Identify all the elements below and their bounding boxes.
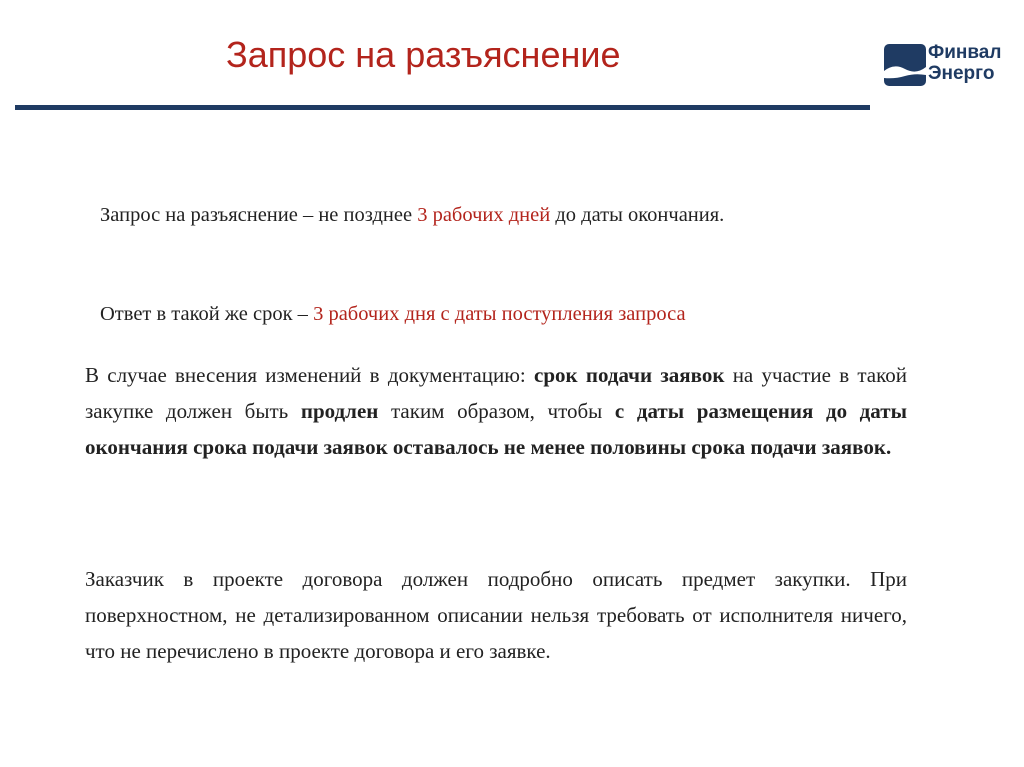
clarification-deadline-line: [100, 204, 724, 227]
logo-line-1: Финвал: [928, 42, 1002, 63]
wave-logo-icon: [884, 44, 926, 86]
para1-text-3: таким образом, чтобы: [378, 399, 615, 423]
line1-after: до даты окончания.: [550, 204, 725, 226]
para1-text-1: В случае внесения изменений в документацию:: [85, 363, 535, 387]
line2-before: Ответ в такой же срок –: [100, 303, 314, 325]
para1-bold-3: с даты размещения до даты окончания срока подачи заявок оставалось не менее половины срока подачи заявок.: [85, 399, 907, 459]
logo-line-2: Энерго: [928, 63, 995, 84]
logo-text: [928, 42, 1001, 84]
line2-highlight: 3 рабочих дня с даты поступления запроса: [313, 303, 686, 325]
response-deadline-line: [100, 303, 686, 326]
company-logo: [884, 42, 1014, 90]
line1-before: Запрос на разъяснение – не позднее: [100, 204, 418, 226]
documentation-changes-paragraph: [85, 357, 907, 465]
slide-title: Запрос на разъяснение: [226, 34, 621, 75]
para1-bold-1: срок подачи заявок: [534, 363, 725, 387]
title-underline: [15, 105, 870, 110]
para1-text-2: на участие в такой закупке должен быть: [85, 363, 907, 423]
line1-highlight: 3 рабочих дней: [417, 204, 551, 226]
contract-description-paragraph: Заказчик в проекте договора должен подробно описать предмет закупки. При поверхностном, не детализированном описании нельзя требовать от исполнителя ничего, что не перечислено в проекте договора и его заявке.: [85, 567, 907, 663]
para1-bold-2: продлен: [300, 399, 379, 423]
